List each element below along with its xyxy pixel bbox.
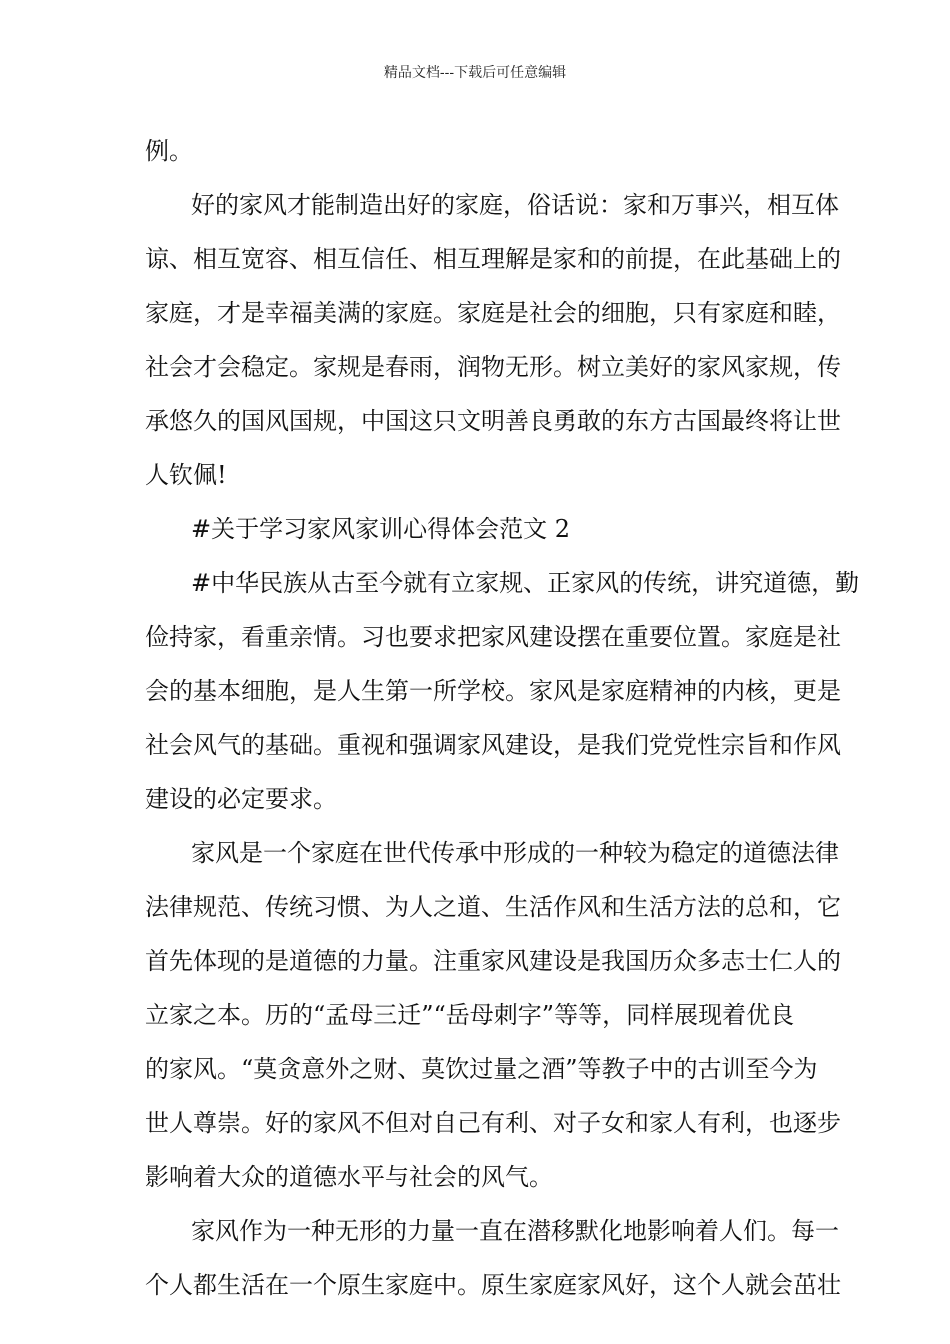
paragraph-start-line: #中华民族从古至今就有立家规、正家风的传统，讲究道德，勤 [191,569,860,597]
page-header: 精品文档---下载后可任意编辑 [383,65,567,81]
text-line: 立家之本。历的“孟母三迁”“岳母刺字”等等，同样展现着优良 [145,1001,795,1029]
text-line: 建设的必定要求。 [145,785,337,813]
text-line: 家庭，才是幸福美满的家庭。家庭是社会的细胞，只有家庭和睦， [145,299,841,327]
paragraph-start-line: 好的家风才能制造出好的家庭，俗话说：家和万事兴，相互体 [191,191,839,219]
section-heading: #关于学习家风家训心得体会范文 2 [191,515,571,543]
text-line: 世人尊崇。好的家风不但对自己有利、对子女和家人有利，也逐步 [145,1109,841,1137]
text-line: 个人都生活在一个原生家庭中。原生家庭家风好，这个人就会茁壮 [145,1271,841,1299]
text-line: 俭持家，看重亲情。习也要求把家风建设摆在重要位置。家庭是社 [145,623,841,651]
text-line: 例。 [145,137,193,165]
text-line: 谅、相互宽容、相互信任、相互理解是家和的前提，在此基础上的 [145,245,841,273]
text-line: 影响着大众的道德水平与社会的风气。 [145,1163,553,1191]
paragraph-start-line: 家风作为一种无形的力量一直在潜移默化地影响着人们。每一 [191,1217,839,1245]
text-line: 社会风气的基础。重视和强调家风建设，是我们党党性宗旨和作风 [145,731,841,759]
text-line: 会的基本细胞，是人生第一所学校。家风是家庭精神的内核，更是 [145,677,841,705]
text-line: 承悠久的国风国规，中国这只文明善良勇敢的东方古国最终将让世 [145,407,841,435]
text-line: 首先体现的是道德的力量。注重家风建设是我国历众多志士仁人的 [145,947,841,975]
text-line: 社会才会稳定。家规是春雨，润物无形。树立美好的家风家规，传 [145,353,841,381]
document-body [145,124,860,1312]
text-line: 的家风。“莫贪意外之财、莫饮过量之酒”等教子中的古训至今为 [145,1055,818,1083]
paragraph-start-line: 家风是一个家庭在世代传承中形成的一种较为稳定的道德法律 [191,839,839,867]
text-line: 法律规范、传统习惯、为人之道、生活作风和生活方法的总和，它 [145,893,841,921]
text-line: 人钦佩! [145,461,227,489]
